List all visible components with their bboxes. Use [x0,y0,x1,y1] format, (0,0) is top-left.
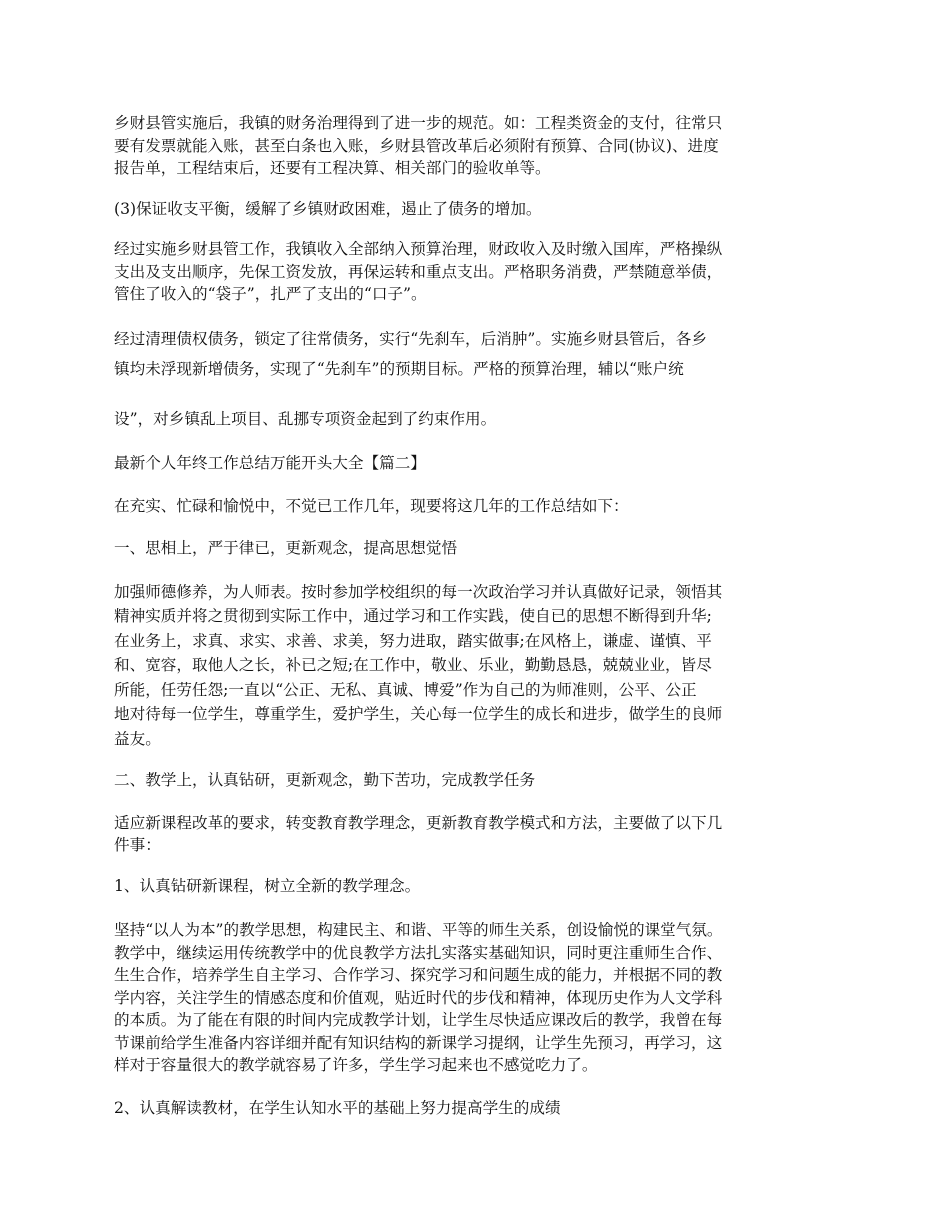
text-line: 乡财县管实施后，我镇的财务治理得到了进一步的规范。如：工程类资金的支付，往常只 [114,114,723,132]
heading-item-1 [114,875,850,898]
text-line: (3)保证收支平衡，缓解了乡镇财政困难，遏止了债务的增加。 [114,199,542,218]
text-line: 学内容，关注学生的情感态度和价值观，贴近时代的步伐和精神，体现历史作为人文学科 [114,988,723,1007]
text-line: 在充实、忙碌和愉悦中，不觉已工作几年，现要将这几年的工作总结如下： [114,496,629,515]
paragraph-budget-reform [114,112,850,180]
text-line: 和、宽容，取他人之长，补已之短;在工作中，敬业、乐业，勤勤恳恳，兢兢业业，皆尽 [114,656,712,674]
text-line: 样对于容量很大的教学就容易了许多，学生学习起来也不感觉吃力了。 [114,1056,598,1074]
text-line: 生生合作，培养学生自主学习、合作学习、探究学习和问题生成的能力，并根据不同的教 [114,966,723,984]
paragraph-ethics [114,580,850,752]
paragraph-debt [114,324,850,384]
text-line: 在业务上，求真、求实、求善、求美，努力进取，踏实做事;在风格上，谦虚、谨慎、平 [114,631,712,650]
text-line: 坚持“以人为本”的教学思想，构建民主、和谐、平等的师生关系，创设愉悦的课堂气氛。 [114,921,723,939]
heading-teaching [114,769,850,792]
text-line: 地对待每一位学生，尊重学生，爱护学生，关心每一位学生的成长和进步，做学生的良师 [114,705,723,723]
text-line: 2、认真解读教材，在学生认知水平的基础上努力提高学生的成绩 [114,1098,561,1117]
text-line: 益友。 [114,729,161,748]
text-line: 件事： [114,836,161,854]
text-line: 加强师德修养，为人师表。按时参加学校组织的每一次政治学习并认真做好记录，领悟其 [114,582,723,601]
text-line: 镇均未浮现新增债务，实现了“先刹车”的预期目标。严格的预算治理，辅以“账户统 [114,359,684,378]
paragraph-debt-cont [114,408,850,431]
text-line: 报告单，工程结束后，还要有工程决算、相关部门的验收单等。 [114,159,551,177]
paragraph-intro [114,495,850,518]
section-title-part-two [114,452,850,475]
paragraph-curriculum [114,812,850,857]
document-page [114,112,850,1119]
text-line: 教学中，继续运用传统教学中的优良教学方法扎实落实基础知识，同时更注重师生合作、 [114,943,723,962]
text-line: 要有发票就能入账，甚至白条也入账，乡财县管改革后必须附有预算、合同(协议)、进度 [114,136,719,155]
paragraph-people-oriented [114,919,850,1077]
text-line: 最新个人年终工作总结万能开头大全【篇二】 [114,454,426,472]
paragraph-heading-balance [114,198,850,221]
text-line: 的本质。为了能在有限的时间内完成教学计划，让学生尽快适应课改后的教学，我曾在每 [114,1011,723,1029]
text-line: 二、教学上，认真钻研，更新观念，勤下苦功，完成教学任务 [114,771,536,789]
heading-ideology [114,537,850,560]
text-line: 节课前给学生准备内容详细并配有知识结构的新课学习提纲，让学生先预习，再学习，这 [114,1033,723,1052]
text-line: 所能，任劳任怨;一直以“公正、无私、真诚、博爱”作为自己的为师准则，公平、公正 [114,680,697,699]
text-line: 适应新课程改革的要求，转变教育教学理念，更新教育教学模式和方法，主要做了以下几 [114,813,723,832]
text-line: 一、思相上，严于律已，更新观念，提高思想觉悟 [114,539,458,557]
text-line: 经过实施乡财县管工作，我镇收入全部纳入预算治理，财政收入及时缴入国库，严格操纵 [114,240,723,258]
text-line: 1、认真钻研新课程，树立全新的教学理念。 [114,876,421,895]
text-line: 经过清理债权债务，锁定了往常债务，实行“先刹车，后消肿”。实施乡财县管后，各乡 [114,329,707,348]
text-line: 管住了收入的“袋子”，扎严了支出的“口子”。 [114,285,427,303]
text-line: 设”，对乡镇乱上项目、乱挪专项资金起到了约束作用。 [114,409,497,428]
text-line: 支出及支出顺序，先保工资发放，再保运转和重点支出。严格职务消费，严禁随意举债， [114,262,723,281]
paragraph-revenue [114,238,850,306]
text-line: 精神实质并将之贯彻到实际工作中，通过学习和工作实践，使自已的思想不断得到升华; [114,607,712,625]
heading-item-2 [114,1097,850,1120]
